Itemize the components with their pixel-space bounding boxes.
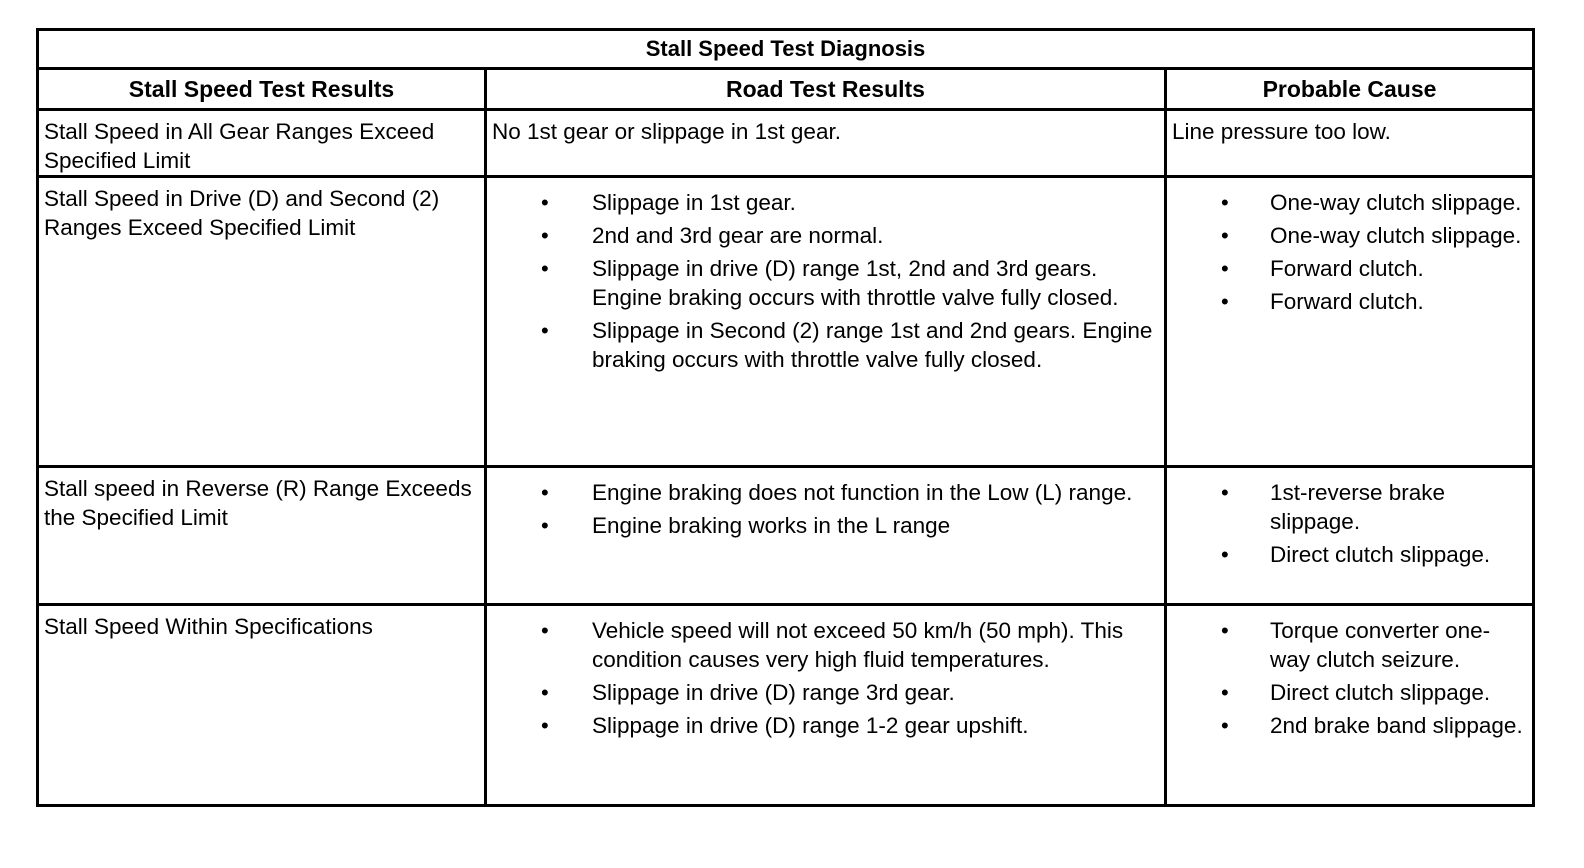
list-item (1167, 287, 1526, 316)
list-item-text: Vehicle speed will not exceed 50 km/h (50 mph). This condition causes very high fluid temperatures. (592, 618, 1124, 672)
list-item (487, 221, 1158, 250)
list-item (1167, 616, 1526, 674)
road-result-list (487, 468, 1164, 540)
list-item-text: Slippage in drive (D) range 3rd gear. (592, 680, 955, 705)
list-item-text: Forward clutch. (1270, 289, 1424, 314)
probable-cause-cell (1166, 177, 1534, 467)
list-item (487, 316, 1158, 374)
probable-cause-list (1167, 606, 1532, 740)
bullet-icon: • (1221, 618, 1229, 643)
list-item (487, 478, 1158, 507)
list-item (487, 511, 1158, 540)
road-result-list (487, 178, 1164, 374)
bullet-icon: • (1221, 542, 1229, 567)
probable-cause-cell (1166, 605, 1534, 806)
table-row (38, 467, 1534, 605)
list-item (1167, 188, 1526, 217)
list-item (487, 711, 1158, 740)
bullet-icon: • (541, 680, 549, 705)
stall-result-cell: Stall speed in Reverse (R) Range Exceeds the Specified Limit (38, 467, 486, 605)
stall-result-cell: Stall Speed in Drive (D) and Second (2) Ranges Exceed Specified Limit (38, 177, 486, 467)
list-item (487, 616, 1158, 674)
bullet-icon: • (1221, 289, 1229, 314)
list-item (1167, 711, 1526, 740)
bullet-icon: • (1221, 480, 1229, 505)
header-stall-speed-test-results: Stall Speed Test Results (38, 69, 486, 110)
bullet-icon: • (1221, 223, 1229, 248)
bullet-icon: • (541, 618, 549, 643)
list-item (1167, 254, 1526, 283)
bullet-icon: • (541, 480, 549, 505)
probable-cause-list (1167, 468, 1532, 569)
title-row (38, 30, 1534, 69)
list-item-text: Forward clutch. (1270, 256, 1424, 281)
list-item (1167, 221, 1526, 250)
list-item-text: Slippage in drive (D) range 1-2 gear upshift. (592, 713, 1029, 738)
table-row (38, 177, 1534, 467)
stall-speed-diagnosis-table (36, 28, 1535, 807)
stall-result-cell: Stall Speed in All Gear Ranges Exceed Specified Limit (38, 110, 486, 177)
list-item-text: Direct clutch slippage. (1270, 542, 1491, 567)
bullet-icon: • (541, 256, 549, 281)
header-probable-cause: Probable Cause (1166, 69, 1534, 110)
bullet-icon: • (541, 713, 549, 738)
table-row (38, 110, 1534, 177)
list-item-text: 1st-reverse brake slippage. (1270, 480, 1446, 534)
list-item (1167, 678, 1526, 707)
table-row (38, 605, 1534, 806)
list-item-text: Slippage in Second (2) range 1st and 2nd gears. Engine braking occurs with throttle valve fully closed. (592, 318, 1153, 372)
bullet-icon: • (1221, 190, 1229, 215)
bullet-icon: • (541, 318, 549, 343)
list-item-text: Engine braking works in the L range (592, 513, 951, 538)
road-result-cell: No 1st gear or slippage in 1st gear. (486, 110, 1166, 177)
list-item-text: Engine braking does not function in the Low (L) range. (592, 480, 1133, 505)
bullet-icon: • (541, 223, 549, 248)
road-result-cell (486, 177, 1166, 467)
bullet-icon: • (1221, 256, 1229, 281)
road-result-cell (486, 605, 1166, 806)
bullet-icon: • (1221, 680, 1229, 705)
list-item-text: Slippage in 1st gear. (592, 190, 796, 215)
header-road-test-results: Road Test Results (486, 69, 1166, 110)
list-item-text: Torque converter one-way clutch seizure. (1270, 618, 1491, 672)
probable-cause-list (1167, 178, 1532, 316)
stall-result-cell: Stall Speed Within Specifications (38, 605, 486, 806)
list-item (487, 678, 1158, 707)
list-item (487, 188, 1158, 217)
list-item-text: One-way clutch slippage. (1270, 190, 1522, 215)
road-result-list (487, 606, 1164, 740)
probable-cause-cell (1166, 467, 1534, 605)
list-item-text: 2nd and 3rd gear are normal. (592, 223, 884, 248)
table-title: Stall Speed Test Diagnosis (38, 30, 1534, 69)
bullet-icon: • (1221, 713, 1229, 738)
list-item (487, 254, 1158, 312)
header-row (38, 69, 1534, 110)
list-item-text: 2nd brake band slippage. (1270, 713, 1523, 738)
list-item (1167, 478, 1526, 536)
probable-cause-cell: Line pressure too low. (1166, 110, 1534, 177)
list-item (1167, 540, 1526, 569)
road-result-cell (486, 467, 1166, 605)
bullet-icon: • (541, 190, 549, 215)
list-item-text: Slippage in drive (D) range 1st, 2nd and 3rd gears. Engine braking occurs with throttle valve fully closed. (592, 256, 1119, 310)
list-item-text: One-way clutch slippage. (1270, 223, 1522, 248)
list-item-text: Direct clutch slippage. (1270, 680, 1491, 705)
bullet-icon: • (541, 513, 549, 538)
